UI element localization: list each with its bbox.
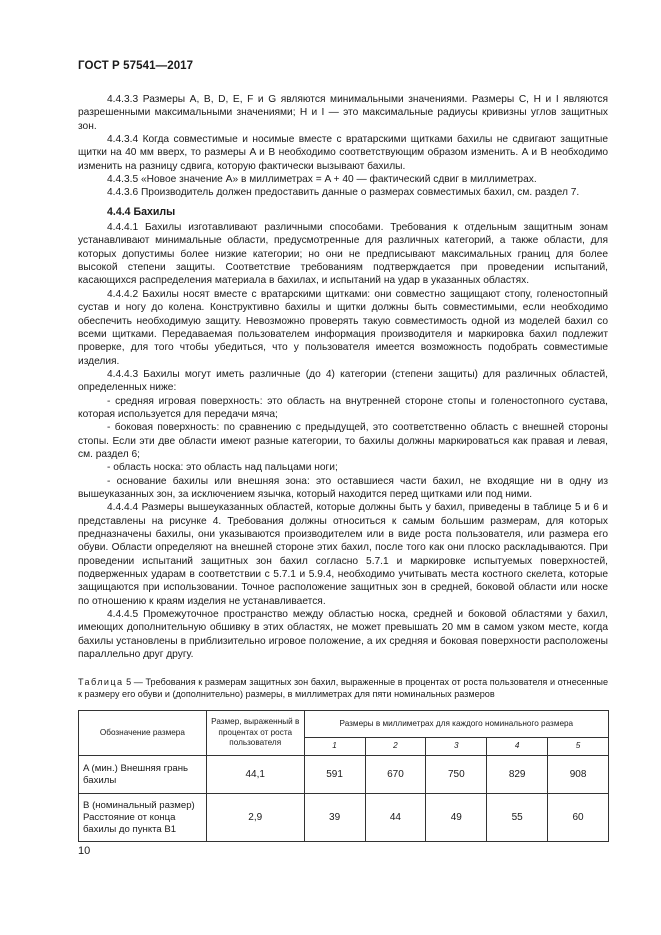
row-value: 44	[365, 794, 426, 842]
table-row	[79, 756, 609, 794]
row-value: 908	[548, 756, 609, 794]
table-caption-label: Таблица	[78, 677, 124, 687]
paragraph-4-4-4-5: 4.4.4.5 Промежуточное пространство между областью носка, средней и боковой областями у бахил, имеющих дополнительную обшивку в этих областях, не может превышать 20 мм в самом узком месте, когда бахилы установлены в приблизительно игровое положение, а их средняя и боковая поверхности расположены параллельно друг другу.	[78, 609, 608, 661]
row-value: 49	[426, 794, 487, 842]
table-row	[79, 794, 609, 842]
size-number-2: 2	[365, 738, 426, 756]
row-value: 591	[304, 756, 365, 794]
table-caption-text: 5 — Требования к размерам защитных зон бахил, выраженные в процентах от роста пользователя и отнесенные к размеру его обуви и (дополнительно) размеры, в миллиметрах для пяти номинальных размеров	[78, 677, 608, 700]
table-caption	[78, 676, 608, 700]
page-number: 10	[78, 845, 91, 857]
row-value: 39	[304, 794, 365, 842]
section-heading-4-4-4: 4.4.4 Бахилы	[107, 205, 176, 218]
list-item-lateral-surface: - боковая поверхность: по сравнению с предыдущей, это соответственно область с внешней стороны стопы. Если эти две области имеют разные категории, то бахилы должны маркироваться как правая и левая, см. раздел 6;	[78, 422, 608, 460]
paragraph-4-4-4-1: 4.4.4.1 Бахилы изготавливают различными способами. Требования к отдельным защитным зонам устанавливают минимальные области, предусмотренные для различных категорий, а также области, для которых допустимы более низкие категории; но они не предписывают максимальных границ для более высокой степени защиты. Соответствие требованиям подтверждается при проведении испытаний, касающихся распределения материала в бахилах, и испытаний на удар в указанных областях.	[78, 222, 608, 287]
list-item-middle-surface: - средняя игровая поверхность: это область на внутренней стороне стопы и голеностопного сустава, которая используется для передачи мяча;	[78, 395, 608, 420]
header-designation: Обозначение размера	[79, 711, 207, 756]
row-value: 55	[487, 794, 548, 842]
paragraph-4-4-4-3: 4.4.4.3 Бахилы могут иметь различные (до 4) категории (степени защиты) для различных областей, определенных ниже:	[78, 368, 608, 394]
size-number-4: 4	[487, 738, 548, 756]
row-designation: B (номинальный размер) Расстояние от конца бахилы до пункта B1	[79, 794, 207, 842]
paragraph-4-4-3-6: 4.4.3.6 Производитель должен предоставить данные о размерах совместимых бахил, см. раздел 7.	[107, 187, 580, 199]
header-sizes: Размеры в миллиметрах для каждого номинального размера	[304, 711, 608, 738]
row-value: 670	[365, 756, 426, 794]
row-value: 60	[548, 794, 609, 842]
paragraph-4-4-3-3: 4.4.3.3 Размеры A, B, D, E, F и G являются минимальными значениями. Размеры C, H и I являются разрешенными максимальными значениями; H и I — это максимальные радиусы кривизны углов защитных зон.	[78, 94, 608, 132]
paragraph-4-4-4-2: 4.4.4.2 Бахилы носят вместе с вратарскими щитками: они совместно защищают стопу, голеностопный сустав и ногу до колена. Конструктивно бахилы и щитки должны быть совместимыми, если необходимо обеспечить необходимую защиту. Невозможно проверять такую совместимость одной из моделей бахил со всеми щитками. Передаваемая пользователем информация производителя и маркировка бахил подлежит проверке, для того чтобы убедиться, что у пользователя имеется возможность подобрать совместимые изделия.	[78, 288, 608, 367]
document-header: ГОСТ Р 57541—2017	[78, 60, 194, 72]
row-value: 829	[487, 756, 548, 794]
size-number-3: 3	[426, 738, 487, 756]
row-value: 750	[426, 756, 487, 794]
row-percent: 2,9	[206, 794, 304, 842]
body-text	[78, 93, 608, 661]
table-header-row	[79, 711, 609, 738]
header-percent: Размер, выраженный в процентах от роста пользователя	[206, 711, 304, 756]
row-designation: A (мин.) Внешняя грань бахилы	[79, 756, 207, 794]
row-percent: 44,1	[206, 756, 304, 794]
table-5	[78, 710, 609, 842]
size-number-5: 5	[548, 738, 609, 756]
paragraph-4-4-3-5: 4.4.3.5 «Новое значение A» в миллиметрах = A + 40 — фактический сдвиг в миллиметрах.	[107, 174, 537, 186]
list-item-toe-area: - область носка: это область над пальцами ноги;	[107, 462, 338, 474]
list-item-base-zone: - основание бахилы или внешняя зона: это оставшиеся части бахил, не входящие ни в одну из вышеуказанных зон, за исключением язычка, который находится перед щитками или под ними.	[78, 475, 608, 500]
paragraph-4-4-3-4: 4.4.3.4 Когда совместимые и носимые вместе с вратарскими щитками бахилы не сдвигают защитные щитки на 40 мм вверх, то размеры A и B необходимо соответствующим образом изменить. A и B необходимо изменить на разницу сдвига, которую фактически вызывают бахилы.	[78, 134, 608, 172]
paragraph-4-4-4-4: 4.4.4.4 Размеры вышеуказанных областей, которые должны быть у бахил, приведены в таблице 5 и 6 и представлены на рисунке 4. Требования должны относиться к самым большим размерам, для которых предназначены бахилы, они указываются производителем или в виде роста пользователя, или размера его обуви. Области определяют на внешней стороне этих бахил, после того как они плоско раскладываются. При проведении испытаний защитных зон бахил согласно 5.7.1 и маркировке испытуемых поверхностей, подверженных ударам в соответствии с 5.7.1 и 5.9.4, необходимо учитывать места костного скелета, которые защищаются при использовании. Точное расположение защитных зон в средней, боковой области или носке по отношению к краям изделия не устанавливается.	[78, 502, 608, 607]
size-number-1: 1	[304, 738, 365, 756]
